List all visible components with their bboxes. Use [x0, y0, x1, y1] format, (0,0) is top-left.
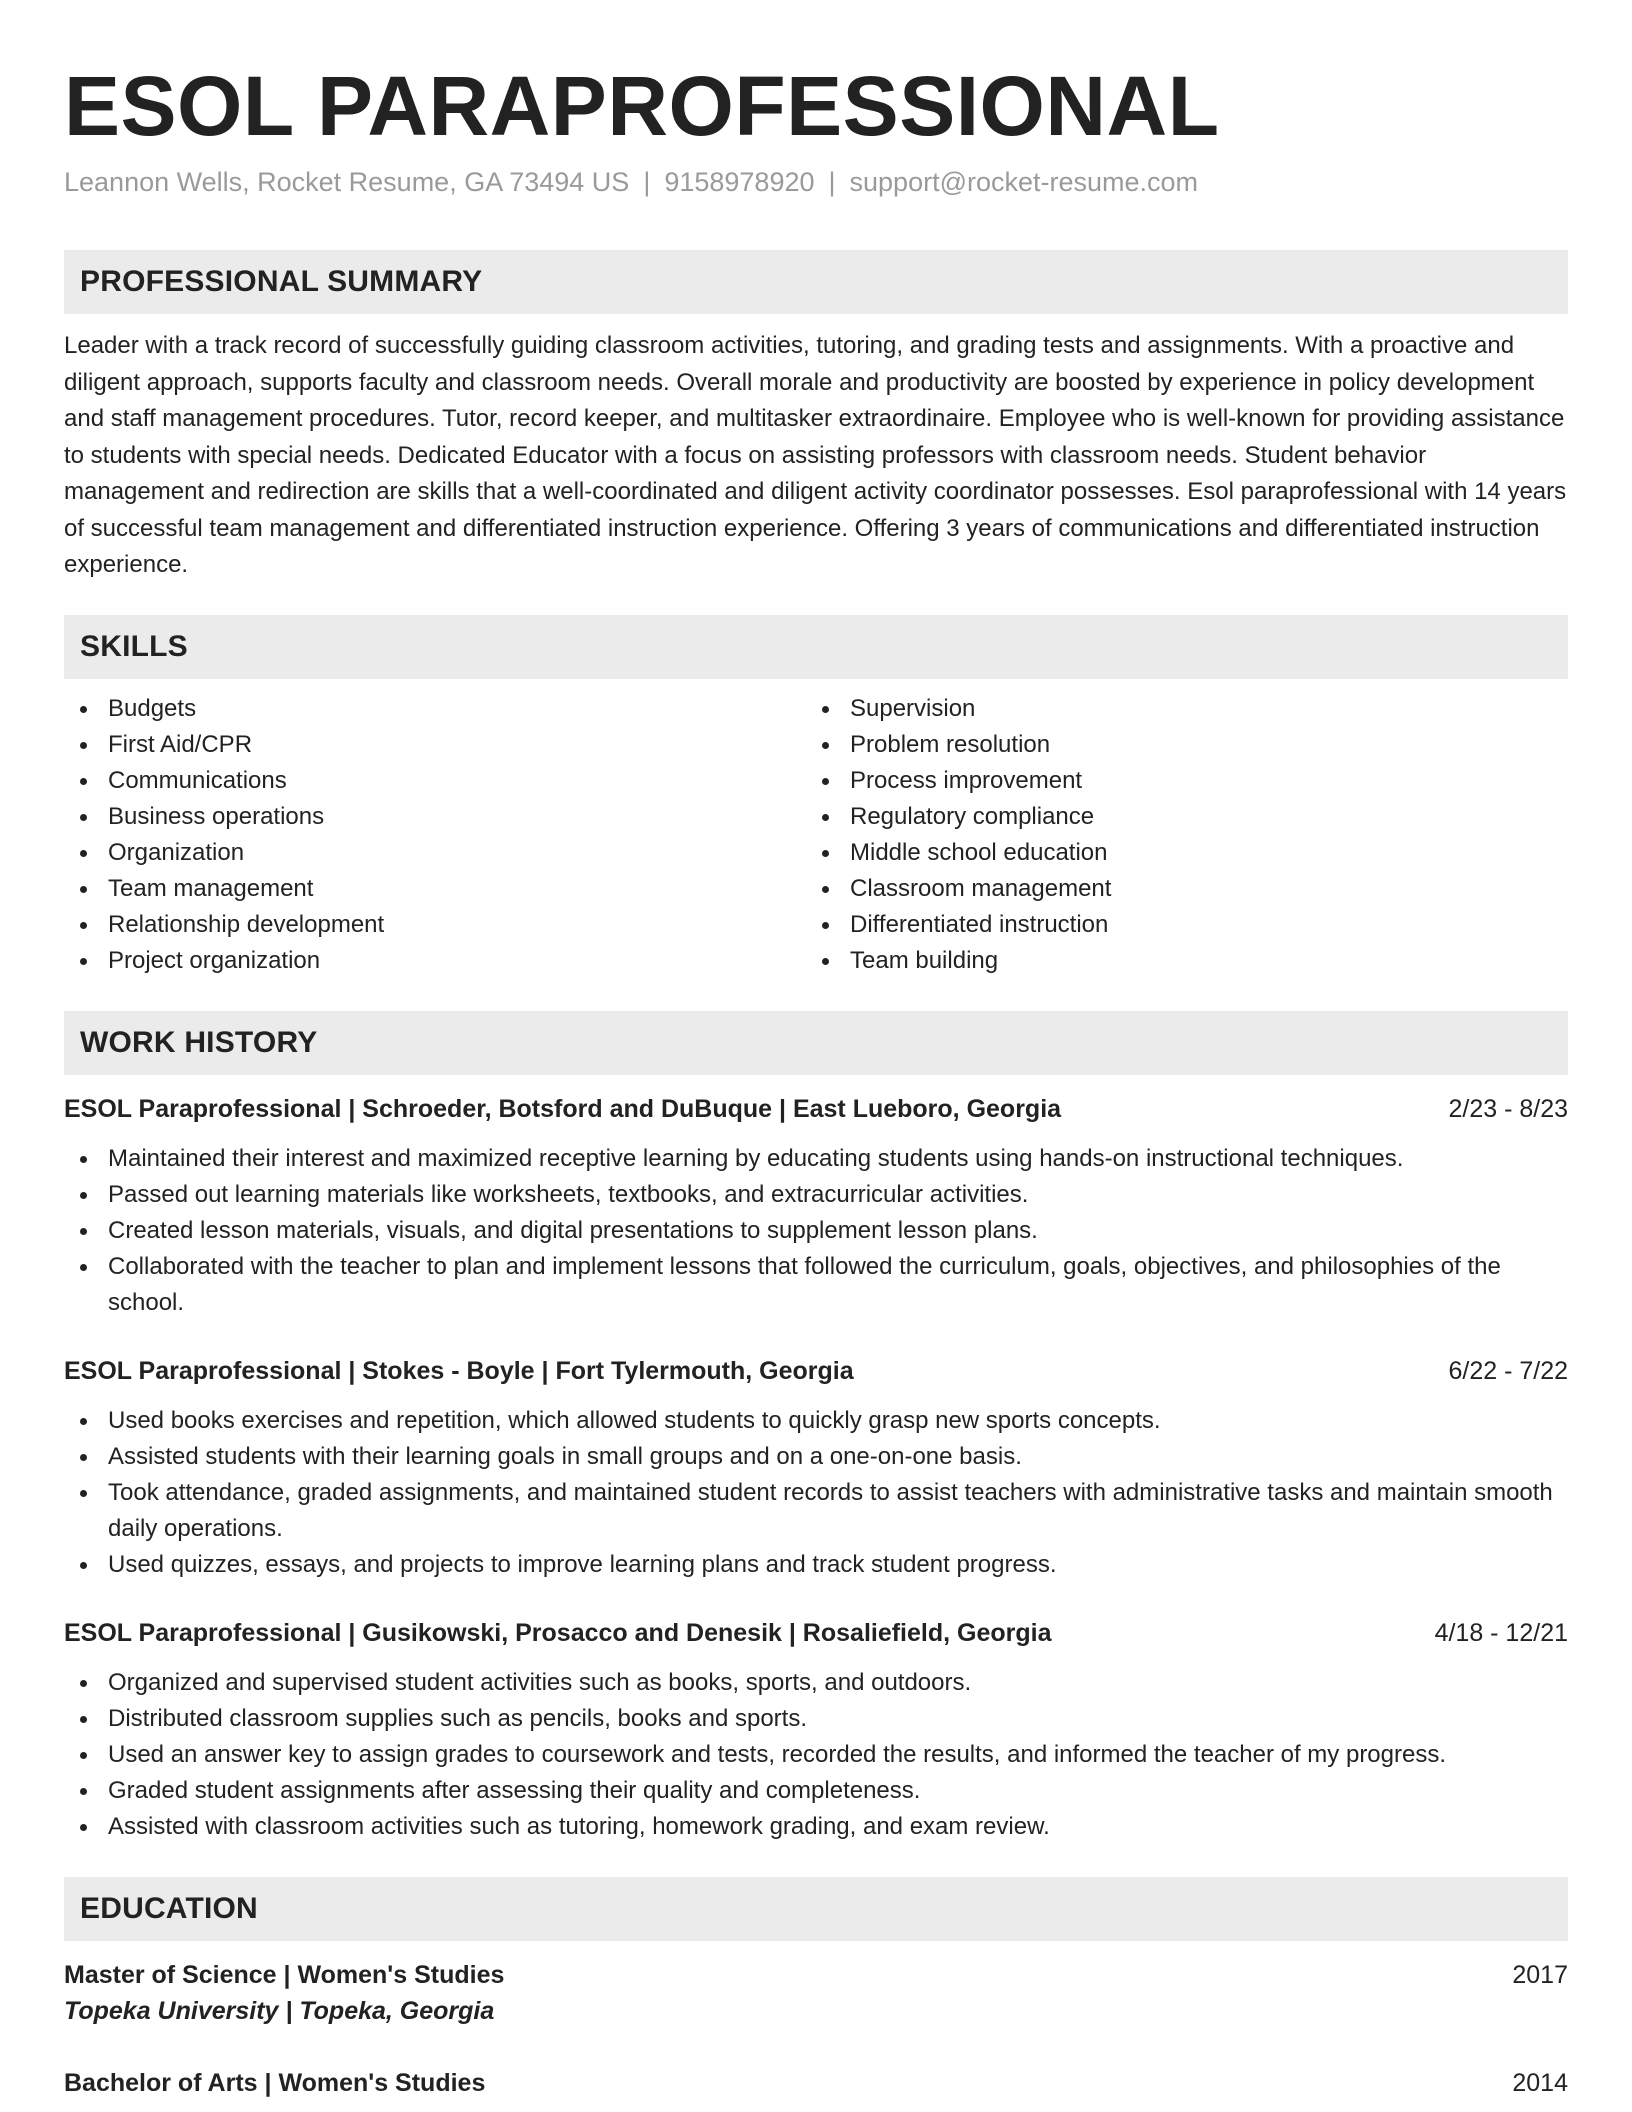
- job-title: ESOL Paraprofessional | Schroeder, Botsford and DuBuque | East Lueboro, Georgia: [64, 1094, 1062, 1123]
- skills-column-left: [64, 691, 806, 979]
- education-header: [64, 2065, 1568, 2101]
- job-bullet: Distributed classroom supplies such as pencils, books and sports.: [64, 1701, 1568, 1737]
- skill-item: Budgets: [64, 691, 806, 727]
- job-header: [64, 1615, 1568, 1651]
- job-header: [64, 1091, 1568, 1127]
- job-bullets: [64, 1403, 1568, 1583]
- job-bullet: Used quizzes, essays, and projects to improve learning plans and track student progress.: [64, 1547, 1568, 1583]
- job-date: 4/18 - 12/21: [1434, 1618, 1568, 1647]
- job-bullet: Assisted students with their learning goals in small groups and on a one-on-one basis.: [64, 1439, 1568, 1475]
- job-bullets: [64, 1665, 1568, 1845]
- contact-separator: |: [828, 167, 836, 197]
- summary-text: Leader with a track record of successfully guiding classroom activities, tutoring, and grading tests and assignments. With a proactive and diligent approach, supports faculty and classroom needs. Overall morale and productivity are boosted by experience in policy development and staff management procedures. Tutor, record keeper, and multitasker extraordinaire. Employee who is well-known for providing assistance to students with special needs. Dedicated Educator with a focus on assisting professors with classroom needs. Student behavior management and redirection are skills that a well-coordinated and diligent activity coordinator possesses. Esol paraprofessional with 14 years of successful team management and differentiated instruction experience. Offering 3 years of communications and differentiated instruction experience.: [64, 332, 1567, 578]
- contact-line: [64, 164, 1568, 200]
- job-bullet: Assisted with classroom activities such as tutoring, homework grading, and exam review.: [64, 1809, 1568, 1845]
- job-title: ESOL Paraprofessional | Gusikowski, Prosacco and Denesik | Rosaliefield, Georgia: [64, 1618, 1052, 1647]
- section-heading-work-history: WORK HISTORY: [64, 1011, 1568, 1075]
- skill-item: Relationship development: [64, 907, 806, 943]
- education-header: [64, 1957, 1568, 1993]
- job-date: 6/22 - 7/22: [1448, 1356, 1568, 1385]
- skill-item: First Aid/CPR: [64, 727, 806, 763]
- education-date: 2014: [1512, 2068, 1568, 2097]
- job-entry: [64, 1353, 1568, 1583]
- skill-item: Regulatory compliance: [806, 799, 1548, 835]
- job-entry: [64, 1091, 1568, 1321]
- contact-separator: |: [643, 167, 651, 197]
- job-bullet: Used books exercises and repetition, which allowed students to quickly grasp new sports concepts.: [64, 1403, 1568, 1439]
- job-bullet: Used an answer key to assign grades to coursework and tests, recorded the results, and informed the teacher of my progress.: [64, 1737, 1568, 1773]
- page-title: ESOL PARAPROFESSIONAL: [64, 59, 1220, 153]
- job-bullet: Collaborated with the teacher to plan and implement lessons that followed the curriculum, goals, objectives, and philosophies of the school.: [64, 1249, 1568, 1321]
- skill-item: Team building: [806, 943, 1548, 979]
- skill-item: Communications: [64, 763, 806, 799]
- skill-item: Project organization: [64, 943, 806, 979]
- skills-list: [64, 691, 1568, 979]
- skill-item: Differentiated instruction: [806, 907, 1548, 943]
- contact-phone: 9158978920: [664, 167, 815, 197]
- skill-item: Business operations: [64, 799, 806, 835]
- job-bullet: Graded student assignments after assessing their quality and completeness.: [64, 1773, 1568, 1809]
- skill-item: Problem resolution: [806, 727, 1548, 763]
- job-bullet: Maintained their interest and maximized receptive learning by educating students using hands-on instructional techniques.: [64, 1141, 1568, 1177]
- resume-page: [64, 0, 1568, 2101]
- job-date: 2/23 - 8/23: [1448, 1094, 1568, 1123]
- job-header: [64, 1353, 1568, 1389]
- job-entry: [64, 1615, 1568, 1845]
- education-degree: Master of Science | Women's Studies: [64, 1960, 505, 1989]
- education-degree: Bachelor of Arts | Women's Studies: [64, 2068, 486, 2097]
- job-bullet: Created lesson materials, visuals, and digital presentations to supplement lesson plans.: [64, 1213, 1568, 1249]
- skill-item: Organization: [64, 835, 806, 871]
- education-school: Topeka University | Topeka, Georgia: [64, 1996, 495, 2025]
- skill-item: Classroom management: [806, 871, 1548, 907]
- contact-email: support@rocket-resume.com: [849, 167, 1199, 197]
- job-bullet: Took attendance, graded assignments, and maintained student records to assist teachers with administrative tasks and maintain smooth daily operations.: [64, 1475, 1568, 1547]
- section-heading-summary: PROFESSIONAL SUMMARY: [64, 250, 1568, 314]
- job-title: ESOL Paraprofessional | Stokes - Boyle | Fort Tylermouth, Georgia: [64, 1356, 854, 1385]
- contact-address: Leannon Wells, Rocket Resume, GA 73494 US: [64, 167, 630, 197]
- education-entry: [64, 1957, 1568, 2029]
- section-heading-skills: SKILLS: [64, 615, 1568, 679]
- job-bullets: [64, 1141, 1568, 1321]
- job-bullet: Organized and supervised student activities such as books, sports, and outdoors.: [64, 1665, 1568, 1701]
- section-heading-education: EDUCATION: [64, 1877, 1568, 1941]
- skill-item: Supervision: [806, 691, 1548, 727]
- skill-item: Process improvement: [806, 763, 1548, 799]
- skills-column-right: [806, 691, 1548, 979]
- education-entry: [64, 2065, 1568, 2101]
- education-date: 2017: [1512, 1960, 1568, 1989]
- skill-item: Middle school education: [806, 835, 1548, 871]
- job-bullet: Passed out learning materials like worksheets, textbooks, and extracurricular activities.: [64, 1177, 1568, 1213]
- skill-item: Team management: [64, 871, 806, 907]
